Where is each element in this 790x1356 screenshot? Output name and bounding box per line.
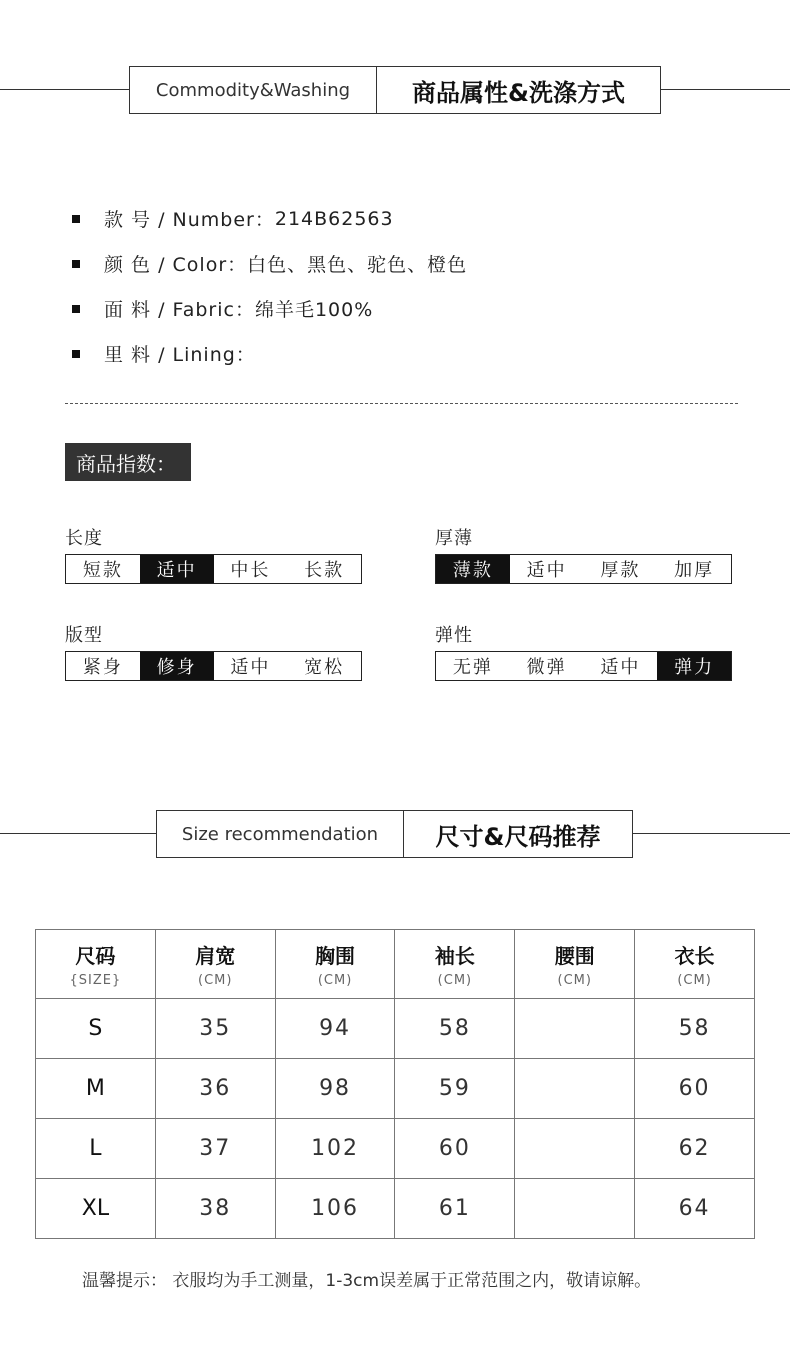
table-cell: 61 (395, 1179, 515, 1239)
measurement-note: 温馨提示： 衣服均为手工测量，1-3cm误差属于正常范围之内，敬请谅解。 (82, 1271, 652, 1291)
index-option: 修身 (140, 652, 214, 680)
table-cell: 102 (275, 1119, 395, 1179)
index-group-title: 弹性 (435, 625, 473, 646)
table-header-cell (635, 930, 755, 999)
index-group-fit (65, 621, 362, 681)
table-cell: 38 (155, 1179, 275, 1239)
header-unit: (CM) (557, 973, 592, 988)
header-unit: {SIZE} (69, 973, 122, 988)
attribute-label: 面 料 / Fabric： (104, 299, 255, 321)
table-cell: 60 (395, 1119, 515, 1179)
header-name: 袖长 (434, 944, 475, 968)
index-group-thickness (435, 524, 732, 584)
table-header-cell (36, 930, 156, 999)
header-rule-right (632, 833, 790, 834)
index-option: 无弹 (452, 657, 493, 678)
index-group-length (65, 524, 362, 584)
header-name: 肩宽 (195, 944, 236, 968)
section-header-commodity (0, 66, 790, 114)
table-cell: 64 (635, 1179, 755, 1239)
table-header-cell (275, 930, 395, 999)
header-name: 胸围 (315, 944, 356, 968)
header-name: 尺码 (75, 944, 116, 968)
table-header-cell (395, 930, 515, 999)
header-box (156, 810, 633, 858)
header-unit: (CM) (317, 973, 353, 988)
index-option: 短款 (82, 560, 123, 581)
attribute-number (72, 196, 467, 241)
index-group-elasticity (435, 621, 732, 681)
attribute-value: 绵羊毛100% (254, 299, 374, 321)
table-cell (515, 1119, 635, 1179)
table-cell: 59 (395, 1059, 515, 1119)
index-option: 适中 (230, 657, 271, 678)
table-cell: 60 (635, 1059, 755, 1119)
header-name: 衣长 (674, 944, 715, 968)
attribute-color (72, 241, 467, 286)
header-zh-title: 尺寸&尺码推荐 (435, 822, 601, 851)
size-table (35, 929, 755, 1239)
index-option: 中长 (230, 560, 271, 581)
index-option: 长款 (304, 560, 345, 581)
attribute-label: 颜 色 / Color： (104, 254, 248, 276)
header-unit: (CM) (198, 973, 233, 988)
index-option: 厚款 (600, 560, 641, 581)
attribute-label: 款 号 / Number： (104, 209, 275, 231)
attribute-lining (72, 331, 467, 376)
table-cell: S (36, 999, 156, 1059)
table-cell: 37 (155, 1119, 275, 1179)
table-cell: 58 (635, 999, 755, 1059)
attribute-value: 白色、黑色、驼色、橙色 (247, 254, 468, 276)
table-cell: M (36, 1059, 156, 1119)
table-row (36, 999, 755, 1059)
section-header-size (0, 810, 790, 858)
index-option: 适中 (140, 555, 214, 583)
index-option: 适中 (526, 560, 567, 581)
table-row (36, 1119, 755, 1179)
header-zh-title: 商品属性&洗涤方式 (412, 78, 625, 107)
table-cell: 62 (635, 1119, 755, 1179)
index-group-title: 长度 (65, 528, 103, 549)
attribute-list (72, 196, 467, 376)
product-index-tag: 商品指数： (65, 443, 191, 481)
table-cell: 94 (275, 999, 395, 1059)
index-options (65, 554, 362, 584)
header-rule-left (0, 833, 157, 834)
index-group-title: 版型 (65, 625, 103, 646)
index-option: 适中 (600, 657, 641, 678)
index-group-title: 厚薄 (435, 528, 473, 549)
table-row (36, 1059, 755, 1119)
header-unit: (CM) (677, 973, 712, 988)
index-options (435, 554, 732, 584)
table-cell (515, 1179, 635, 1239)
table-header-row (36, 930, 755, 999)
index-options (435, 651, 732, 681)
table-cell: 35 (155, 999, 275, 1059)
table-cell: 36 (155, 1059, 275, 1119)
bullet-square-icon (72, 260, 80, 268)
table-cell (515, 1059, 635, 1119)
index-option: 紧身 (82, 657, 123, 678)
table-cell: L (36, 1119, 156, 1179)
dashed-divider (65, 403, 738, 404)
index-option: 微弹 (526, 657, 567, 678)
table-header-cell (515, 930, 635, 999)
table-cell: 106 (275, 1179, 395, 1239)
attribute-value: 214B62563 (274, 207, 394, 230)
table-cell: 58 (395, 999, 515, 1059)
table-cell: 98 (275, 1059, 395, 1119)
table-cell: XL (36, 1179, 156, 1239)
bullet-square-icon (72, 215, 80, 223)
index-option: 宽松 (304, 657, 345, 678)
index-options (65, 651, 362, 681)
header-en-title: Size recommendation (157, 811, 404, 857)
index-option: 弹力 (657, 652, 731, 680)
index-option: 加厚 (674, 560, 715, 581)
header-rule-right (660, 89, 790, 90)
header-rule-left (0, 89, 130, 90)
attribute-label: 里 料 / Lining： (104, 344, 256, 366)
header-name: 腰围 (554, 944, 595, 968)
header-box (129, 66, 661, 114)
bullet-square-icon (72, 305, 80, 313)
bullet-square-icon (72, 350, 80, 358)
attribute-fabric (72, 286, 467, 331)
header-en-title: Commodity&Washing (130, 67, 377, 113)
table-cell (515, 999, 635, 1059)
header-unit: (CM) (437, 973, 473, 988)
table-row (36, 1179, 755, 1239)
table-header-cell (155, 930, 275, 999)
index-option: 薄款 (436, 555, 510, 583)
